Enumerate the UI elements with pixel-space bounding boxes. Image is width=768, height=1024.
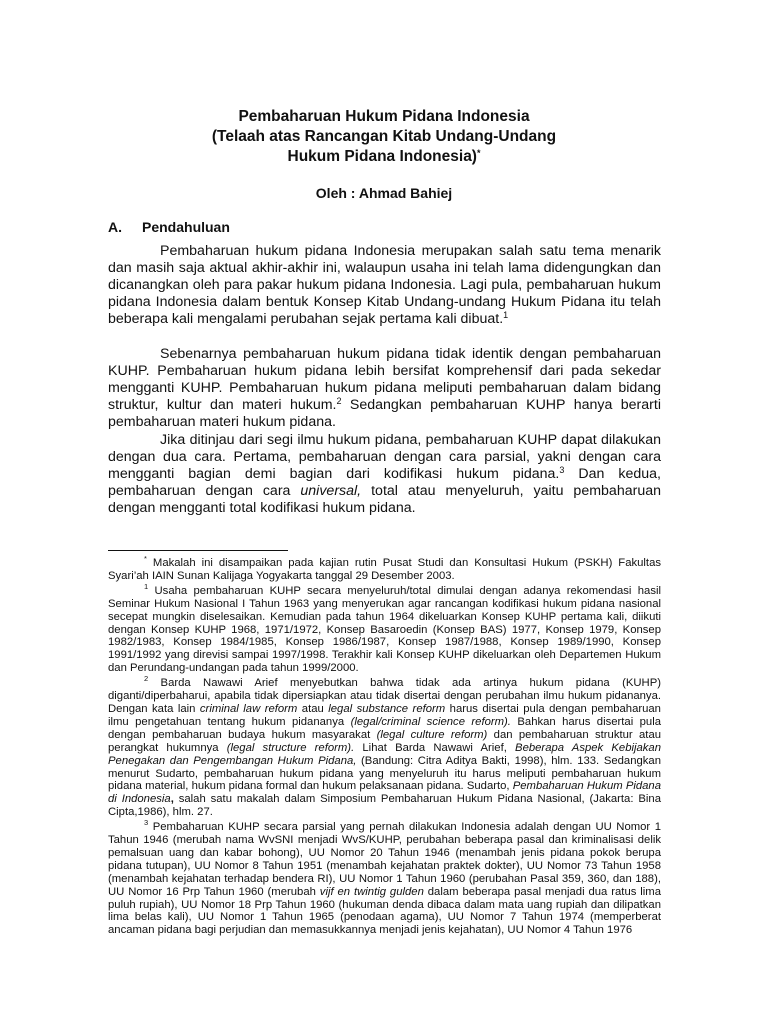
footnote-2-italic-1: criminal law reform bbox=[199, 702, 298, 715]
section-title: Pendahuluan bbox=[142, 219, 230, 235]
body-paragraph-3 bbox=[108, 432, 661, 517]
paragraph-3-text-a: Jika ditinjau dari segi ilmu hukum pidana, pembaharuan KUHP dapat dilakukan dengan dua cara. Pertama, pembaharuan dengan cara parsial, yakni dengan cara mengganti bagian demi bagian dari kodifikasi hukum pidana. bbox=[108, 432, 661, 482]
footnote-2-text-b: atau bbox=[297, 702, 329, 715]
footnotes bbox=[108, 554, 662, 939]
footnote-2 bbox=[108, 674, 662, 819]
footnote-2-text-c: harus disertai pula dengan pembaharuan ilmu pengetahuan tentang hukum pidananya bbox=[108, 702, 661, 728]
footnote-2-italic-6: Beberapa Aspek Kebijakan Penegakan dan Pengembangan Hukum Pidana, bbox=[108, 741, 661, 767]
paragraph-2-text-b: Sedangkan pembaharuan KUHP hanya berarti pembaharuan materi hukum pidana. bbox=[108, 397, 661, 430]
title-footnote-mark[interactable]: * bbox=[476, 148, 481, 158]
title-line-2: (Telaah atas Rancangan Kitab Undang-Undang bbox=[211, 128, 557, 145]
paragraph-3-text-c: total atau menyeluruh, yaitu pembaharuan dengan mengganti total kodifikasi hukum pidana. bbox=[108, 483, 661, 516]
footnote-3-italic-1: vijf en twintig gulden bbox=[319, 885, 424, 898]
footnote-2-italic-5: (legal structure reform). bbox=[226, 741, 355, 754]
footnote-star bbox=[108, 554, 661, 583]
body-paragraph-1 bbox=[108, 243, 661, 328]
footnote-star-text: Makalah ini disampaikan pada kajian rutin Pusat Studi dan Konsultasi Hukum (PSKH) Fakultas Syari’ah IAIN Sunan Kalijaga Yogyakarta tanggal 29 Desember 2003. bbox=[108, 557, 661, 582]
footnote-3-mark: 3 bbox=[144, 818, 149, 828]
footnote-2-text-d: Bahkan harus disertai pula dengan pembaharuan budaya hukum masyarakat bbox=[108, 715, 662, 741]
footnote-2-italic-3: (legal/criminal science reform). bbox=[350, 715, 511, 728]
body-paragraph-2 bbox=[108, 346, 661, 431]
footnote-divider bbox=[108, 550, 288, 551]
footnote-1-mark: 1 bbox=[144, 581, 149, 591]
footnote-2-text-a: Barda Nawawi Arief menyebutkan bahwa tidak ada artinya hukum pidana (KUHP) diganti/diperbaharui, apabila tidak dipersiapkan atau tidak disertai dengan perubahan ilmu hukum pidananya. Dengan kata lain bbox=[108, 677, 661, 715]
footnote-ref-3[interactable]: 3 bbox=[559, 465, 565, 475]
paragraph-3-italic: universal, bbox=[300, 483, 362, 499]
footnote-2-italic-7: Pembaharuan Hukum Pidana di Indonesia bbox=[108, 780, 661, 806]
footnote-3-text-b: dalam beberapa pasal menjadi dua ratus lima puluh rupiah), UU Nomor 18 Prp Tahun 1960 (hukuman denda dibaca dalam mata uang rupiah dan dilipatkan lima belas kali), UU Nomor 1 Tahun 1965 (penodaan agama), UU Nomor 7 Tahun 1974 (memperberat ancaman pidana bagi perjudian dan memasukkannya menjadi jenis kejahatan), UU Nomor 4 Tahun 1976 bbox=[108, 885, 661, 937]
paragraph-3-text-b: Dan kedua, pembaharuan dengan cara bbox=[108, 466, 661, 499]
footnote-2-text-f: Lihat Barda Nawawi Arief, bbox=[354, 741, 516, 754]
footnote-ref-2[interactable]: 2 bbox=[336, 396, 342, 406]
author-line: Oleh : Ahmad Bahiej bbox=[315, 185, 453, 201]
footnote-3-text-a: Pembaharuan KUHP secara parsial yang pernah dilakukan Indonesia adalah dengan UU Nomor 1 Tahun 1946 (merubah nama WvSNI menjadi WvS/KUHP, perubahan beberapa pasal dan kriminalisasi delik pemalsuan uang dan kabar bohong), UU Nomor 20 Tahun 1946 (menambah jenis pidana pokok berupa pidana tutupan), UU Nomor 8 Tahun 1951 (menambah kejahatan praktek dokter), UU Nomor 73 Tahun 1958 (menambah kejahatan terhadap bendera RI), UU Nomor 1 Tahun 1960 (perubahan Pasal 359, 360, dan 188), UU Nomor 16 Prp Tahun 1960 (merubah bbox=[108, 821, 662, 898]
title-line-3-text: Hukum Pidana Indonesia) bbox=[287, 148, 477, 165]
footnote-2-italic-2: legal substance reform bbox=[328, 702, 446, 715]
footnote-star-mark: * bbox=[144, 554, 147, 563]
footnote-2-bold: , bbox=[170, 793, 174, 806]
footnote-2-text-h: salah satu makalah dalam Simposium Pembaharuan Hukum Pidana Nasional, (Jakarta: Bina Cipta,1986), hlm. 27. bbox=[108, 793, 661, 819]
footnote-3 bbox=[108, 818, 662, 937]
footnote-ref-1[interactable]: 1 bbox=[503, 310, 509, 320]
paragraph-1-text: Pembaharuan hukum pidana Indonesia merupakan salah satu tema menarik dan masih saja aktual akhir-akhir ini, walaupun usaha ini telah lama didengungkan dan dicanangkan oleh para pakar hukum pidana Indonesia. Lagi pula, pembaharuan hukum pidana Indonesia dalam bentuk Konsep Kitab Undang-undang Hukum Pidana itu telah beberapa kali mengalami perubahan sejak pertama kali dibuat. bbox=[108, 243, 661, 327]
paragraph-2-text-a: Sebenarnya pembaharuan hukum pidana tidak identik dengan pembaharuan KUHP. Pembaharuan hukum pidana lebih bersifat komprehensif dari pada sekedar mengganti KUHP. Pembaharuan hukum pidana meliputi pembaharuan dalam bidang struktur, kultur dan materi hukum. bbox=[108, 346, 661, 413]
footnote-1-text: Usaha pembaharuan KUHP secara menyeluruh/total dimulai dengan adanya rekomendasi hasil Seminar Hukum Nasional I Tahun 1963 yang menyerukan agar rancangan kodifikasi hukum pidana nasional secepat mungkin diselesaikan. Kemudian pada tahun 1964 dikeluarkan Konsep KUHP pertama kali, diikuti dengan Konsep KUHP 1968, 1971/1972, Konsep Basaroedin (Konsep BAS) 1977, Konsep 1979, Konsep 1982/1983, Konsep 1984/1985, Konsep 1986/1987, Konsep 1987/1988, Konsep 1989/1990, Konsep 1991/1992 yang direvisi sampai 1997/1998. Terakhir kali Konsep KUHP dikeluarkan oleh Departemen Hukum dan Perundang-undangan pada tahun 1999/2000. bbox=[108, 584, 662, 675]
footnote-1 bbox=[108, 581, 662, 675]
footnote-2-text-g: (Bandung: Citra Aditya Bakti, 1998), hlm. 133. Sedangkan menurut Sudarto, pembaharuan hukum pidana yang menyeluruh itu harus meliputi pembaharuan hukum pidana material, hukum pidana formal dan hukum pelaksanaan pidana. Sudarto, bbox=[108, 754, 661, 793]
section-heading bbox=[108, 219, 230, 235]
title-line-3 bbox=[0, 147, 768, 167]
footnote-2-italic-4: (legal culture reform) bbox=[376, 728, 488, 741]
title-line-1: Pembaharuan Hukum Pidana Indonesia bbox=[238, 108, 530, 125]
footnote-2-text-e: dan pembaharuan struktur atau perangkat hukumnya bbox=[108, 728, 662, 754]
footnote-2-mark: 2 bbox=[144, 674, 149, 684]
section-number: A. bbox=[108, 219, 122, 235]
